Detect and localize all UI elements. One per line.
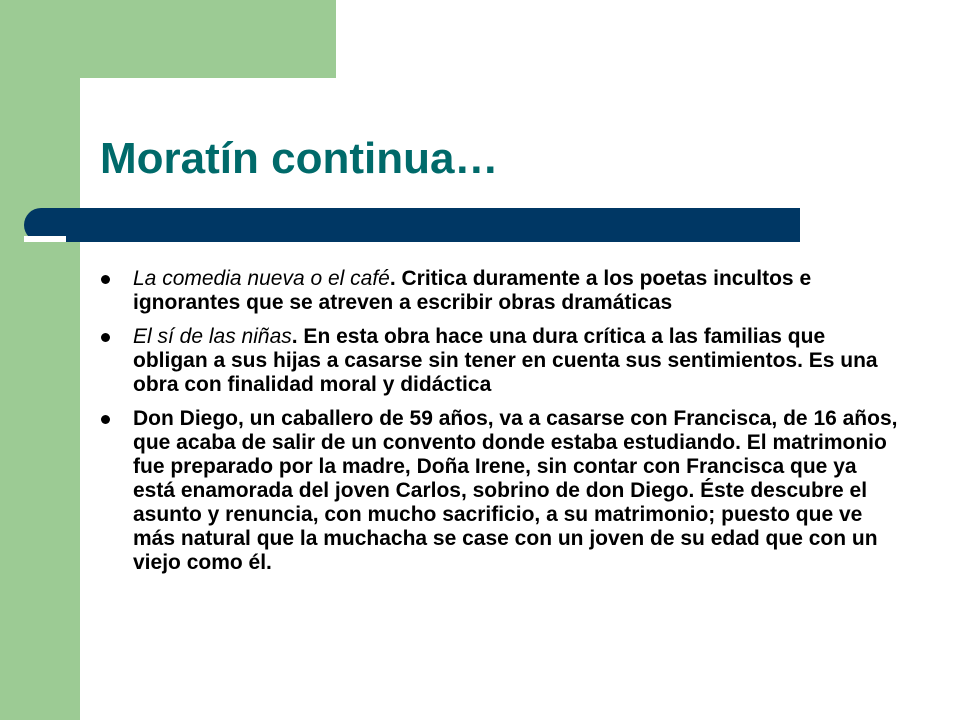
title-underline-bar — [24, 208, 800, 242]
bullet-text: Don Diego, un caballero de 59 años, va a casarse con Francisca, de 16 años, que acaba de salir de un convento donde estaba estudiando. El matrimonio fue preparado por la madre, Doña Irene, sin contar con Francisca que ya está enamorada del joven Carlos, sobrino de don Diego. Éste descubre el asunto y renuncia, con mucho sacrificio, a su matrimonio; puesto que ve más natural que la muchacha se case con un joven de su edad que con un viejo como él. — [133, 407, 898, 574]
green-side-strip — [0, 0, 80, 720]
bullet-dot-icon — [101, 275, 110, 284]
bullet-text: . Critica duramente a los poetas incultos e ignorantes que se atreven a escribir obras dramáticas — [133, 267, 812, 314]
bullet-text: . En esta obra hace una dura crítica a las familias que obligan a sus hijas a casarse sin tener en cuenta sus sentimientos. Es una obra con finalidad moral y didáctica — [133, 325, 878, 396]
bullet-item-si-de-las-ninas — [100, 325, 900, 397]
bullet-dot-icon — [101, 333, 110, 342]
green-top-block — [0, 0, 336, 78]
bullet-item-comedia-nueva — [100, 267, 900, 315]
slide-title: Moratín continua… — [100, 134, 499, 183]
work-title: El sí de las niñas — [133, 325, 292, 348]
bullet-list — [100, 267, 900, 585]
bullet-dot-icon — [101, 415, 110, 424]
work-title: La comedia nueva o el café — [133, 267, 390, 290]
bullet-item-plot-summary — [100, 407, 900, 575]
title-bar-notch — [24, 236, 66, 242]
